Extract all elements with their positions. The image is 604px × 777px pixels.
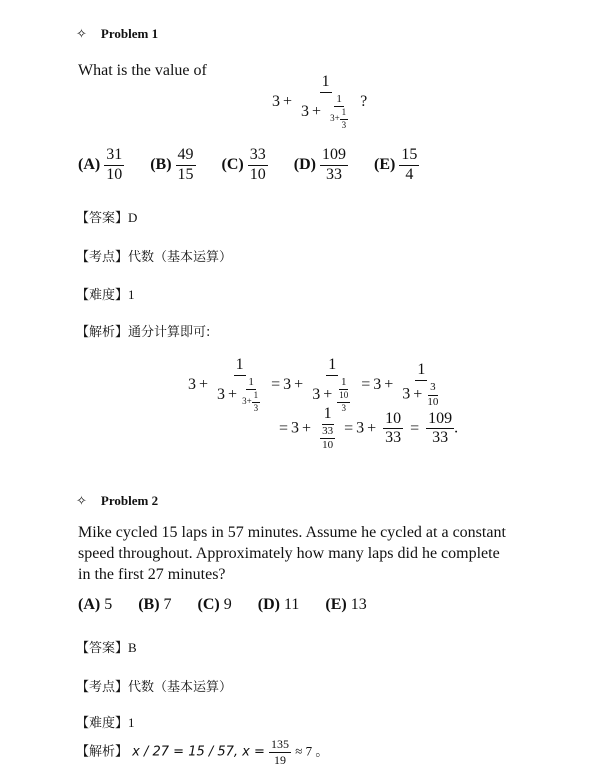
choice-c[interactable]: (C) $\frac{33}{10}$ — [221, 146, 266, 183]
problem-1-heading — [76, 25, 158, 43]
question-line-1: Mike cycled 15 laps in 57 minutes. Assume he cycled at a constant — [78, 524, 506, 541]
choice-d[interactable]: (D) $\frac{109}{33}$ — [293, 146, 346, 183]
choice-c[interactable]: (C) 9 — [197, 596, 232, 613]
choice-list — [78, 596, 367, 614]
topic-line: 【考点】代数（基本运算） — [76, 250, 233, 265]
choice-b[interactable]: (B) $\frac{49}{15}$ — [150, 146, 194, 183]
answer-line: 【答案】B — [76, 640, 137, 656]
choice-e[interactable]: (E) $\frac{15}{4}$ — [373, 146, 418, 183]
difficulty-line: 【难度】1 — [76, 715, 135, 731]
choice-b[interactable]: (B) 7 — [138, 596, 172, 613]
problem-title: Problem 1 — [100, 26, 159, 41]
diamond-star-icon: ✧ — [76, 27, 87, 42]
choice-d[interactable]: (D) 11 — [257, 596, 300, 613]
question-line-2: speed throughout. Approximately how many laps did he complete — [78, 545, 500, 562]
choice-a[interactable]: (A) $\frac{31}{10}$ — [78, 146, 123, 183]
question-line-3: in the first 27 minutes? — [78, 566, 226, 583]
analysis-line: 【解析】 x / 27 = 15 / 57, x = $\frac{135}{19}$ ≈ 7 。 — [76, 737, 329, 767]
solution-line-1: 3 + 1 3 + 1 3+ $\frac{1}{3}$ = 3 + 1 3 + $\frac{1}{\frac{10}{3}}$ = 3 + 1 3 + $\frac{3}{10}$ — [188, 356, 439, 413]
solution-line-2: = 3 + $\frac{1}{\frac{33}{10}}$ = 3 + $\frac{10}{33}$ = $\frac{109}{33}$ . — [279, 405, 459, 452]
analysis-line: 【解析】通分计算即可: — [76, 325, 211, 340]
choice-list — [78, 147, 419, 184]
question-text: What is the value of — [78, 62, 207, 79]
diamond-star-icon: ✧ — [76, 494, 87, 509]
answer-line: 【答案】D — [76, 210, 138, 226]
question-expression: 3 + 1 3 + 1 3+ $\frac{1}{3}$ ? — [272, 73, 368, 130]
choice-e[interactable]: (E) 13 — [325, 596, 367, 613]
difficulty-line: 【难度】1 — [76, 287, 135, 303]
topic-line: 【考点】代数（基本运算） — [76, 680, 233, 695]
problem-2-heading — [76, 492, 158, 510]
problem-title: Problem 2 — [100, 493, 159, 508]
choice-a[interactable]: (A) 5 — [78, 596, 113, 613]
